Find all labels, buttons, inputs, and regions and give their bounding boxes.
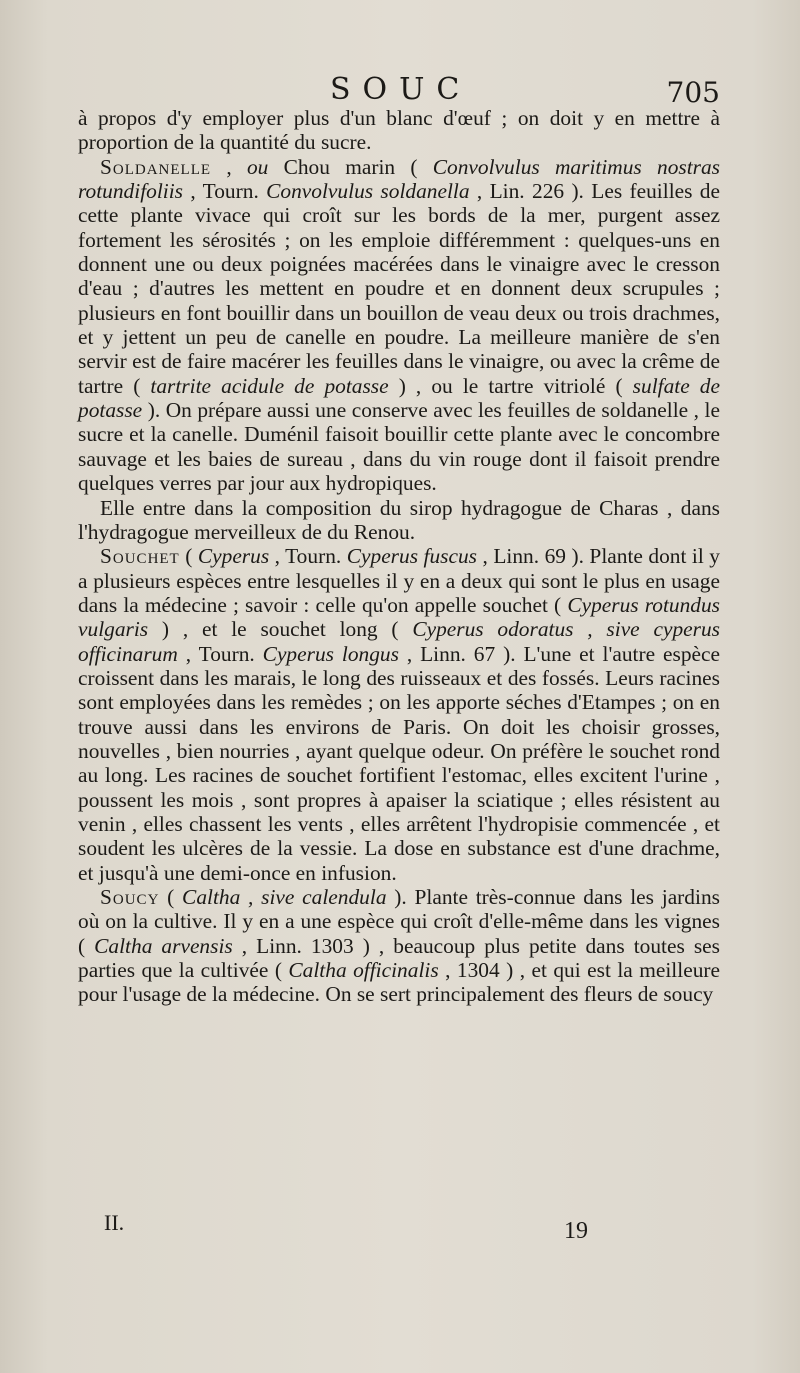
text-run: ) , et le souchet long ( — [148, 617, 413, 642]
italic-term: Convolvulus maritimus nostras rotundifoliis — [78, 154, 721, 204]
text-run: Elle entre dans la composition du sirop hydragogue de Charas , dans l'hydragogue merveilleux de du Renou. — [78, 495, 720, 544]
running-head — [80, 68, 720, 108]
italic-term: Cyperus longus — [262, 641, 399, 666]
text-run: ) , ou le tartre vitriolé ( — [388, 373, 633, 398]
text-run: , Tourn. — [269, 544, 347, 569]
text-run: , Tourn. — [183, 179, 267, 204]
text-run: , Linn. 69 ). Plante dont il y a plusieurs espèces entre lesquelles il y en a deux qui sont le plus en usage dans la médecine ; savoir : celle qu'on appelle souchet ( — [78, 544, 720, 617]
text-run: ( — [159, 885, 183, 909]
italic-term: Convolvulus soldanella — [266, 179, 470, 204]
sheet-number: 19 — [564, 1218, 588, 1244]
paragraph-soldanelle — [78, 155, 720, 496]
italic-term: ou — [246, 154, 269, 179]
paragraph-soucy — [78, 885, 720, 1007]
text-run: Chou marin ( — [268, 154, 433, 179]
paragraph-souchet — [78, 544, 720, 885]
italic-term: Caltha , sive calendula — [182, 885, 387, 909]
entry-headword: Soucy — [100, 885, 160, 909]
entry-headword: Soldanelle — [100, 154, 212, 179]
text-run: , 1304 ) , et qui est la meilleure pour l'usage de la médecine. On se sert principalement des fleurs de soucy — [78, 958, 721, 1007]
paragraph-continuation — [78, 106, 720, 155]
text-run: ). On prépare aussi une conserve avec les feuilles de soldanelle , le sucre et la canelle. Duménil faisoit bouillir cette plante avec le concombre sauvage et les baies de sureau , dans du vin rouge dont il faisoit prendre quelques verres par jour aux hydropiques. — [78, 398, 720, 496]
running-title: SOUC — [330, 72, 472, 107]
italic-term: sulfate de potasse — [78, 373, 720, 423]
italic-term: Cyperus rotundus vulgaris — [78, 592, 721, 642]
text-run: ). Plante très-connue dans les jardins où on la cultive. Il y en a une espèce qui croît d'elle-même dans les vignes ( — [78, 885, 720, 958]
text-run: ( — [179, 544, 198, 569]
text-run: , — [211, 154, 247, 179]
page-footer — [104, 1210, 624, 1250]
page-number: 705 — [666, 76, 720, 109]
italic-term: Cyperus odoratus , sive cyperus officinarum — [78, 617, 720, 666]
text-run: , Lin. 226 ). Les feuilles de cette plante vivace qui croît sur les bords de la mer, purgent assez fortement les sérosités ; on les emploie différemment : quelques-uns en donnent une ou deux poignées macérées dans le vinaigre avec le cresson d'eau ; d'autres les mettent en poudre et en donnent deux scrupules ; plusieurs en font bouillir dans un bouillon de veau deux ou trois drachmes, et y jettent un peu de canelle en poudre. La meilleure manière de s'en servir est de faire macérer les feuilles dans le vinaigre, ou avec la crême de tartre ( — [78, 179, 720, 398]
italic-term: Cyperus fuscus — [346, 544, 477, 569]
signature-mark: II. — [104, 1210, 125, 1235]
italic-term: Caltha arvensis — [94, 933, 233, 958]
italic-term: Cyperus — [197, 544, 270, 569]
italic-term: Caltha officinalis — [288, 958, 439, 983]
text-run: , Linn. 1303 ) , beaucoup plus petite dans toutes ses parties que la cultivée ( — [78, 933, 720, 983]
paragraph-elle-entre — [78, 496, 720, 545]
italic-term: tartrite acidule de potasse — [150, 373, 389, 398]
text-run: , Linn. 67 ). L'une et l'autre espèce croissent dans les marais, le long des ruisseaux et des fossés. Leurs racines sont employées dans les remèdes ; on les apporte séches d'Etampes ; on en trouve aussi dans les environs de Paris. On doit les choisir grosses, nouvelles , bien nourries , ayant quelque odeur. On préfère le souchet rond au long. Les racines de souchet fortifient l'estomac, elles excitent l'urine , poussent les mois , sont propres à apaiser la sciatique ; elles résistent au venin , elles chassent les vents , elles arrêtent l'hydropisie commencée , et soudent les ulcères de la vessie. La dose en substance est d'une drachme, et jusqu'à une demi-once en infusion. — [78, 641, 720, 885]
text-run: , Tourn. — [177, 641, 263, 666]
text-run: à propos d'y employer plus d'un blanc d'œuf ; on doit y en mettre à proportion de la quantité du sucre. — [78, 106, 720, 155]
body-text — [78, 106, 720, 1007]
entry-headword: Souchet — [100, 544, 180, 569]
